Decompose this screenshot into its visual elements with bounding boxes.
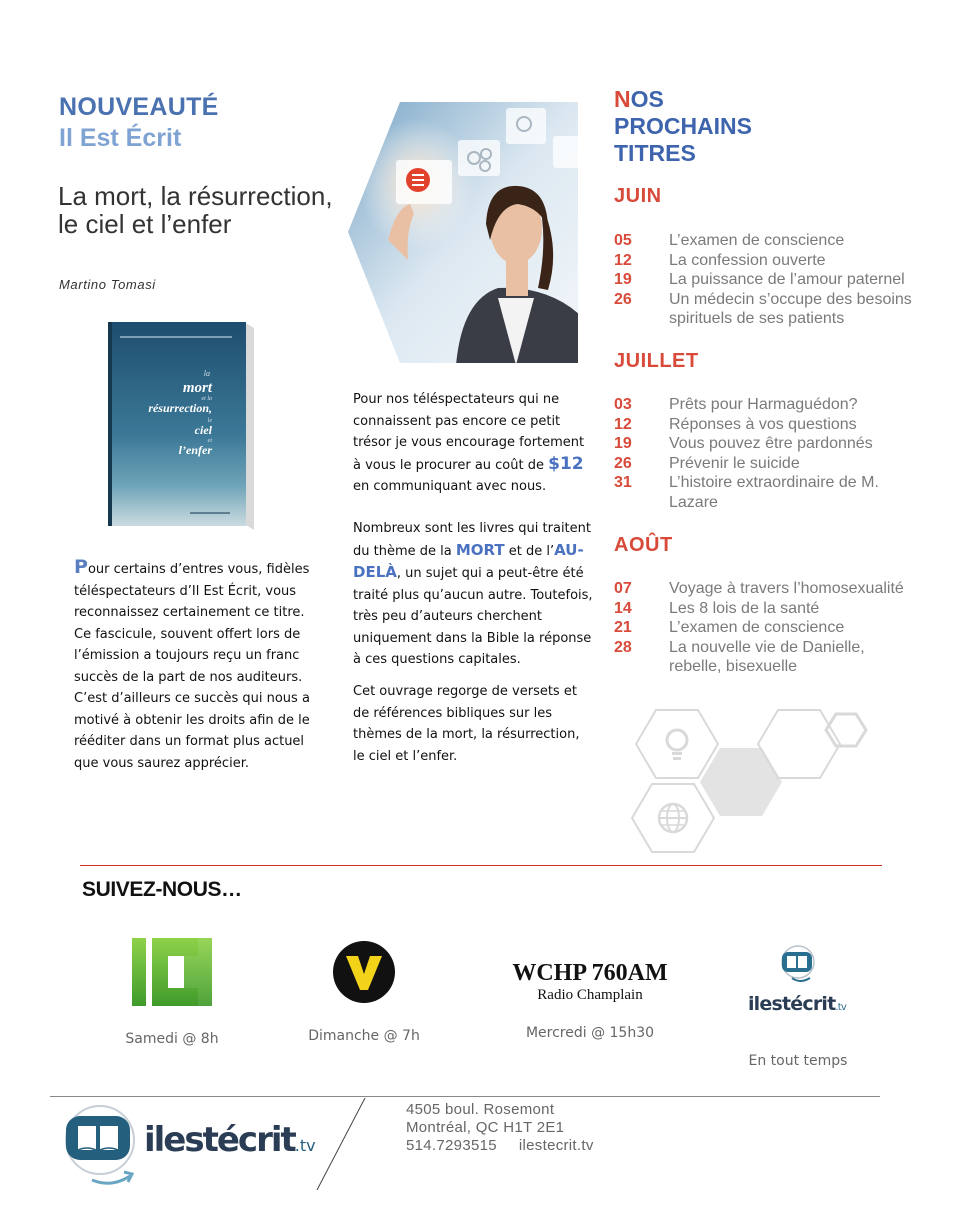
list-item: 26 Un médecin s’occupe des besoins spirituels de ses patients: [614, 290, 912, 327]
list-item: 05 L’examen de conscience: [614, 232, 845, 249]
list-item: 28 La nouvelle vie de Danielle, rebelle, bisexuelle: [614, 638, 865, 675]
follow-heading: SUIVEZ-NOUS…: [82, 878, 242, 901]
wchp-subtitle: Radio Champlain: [537, 987, 643, 1003]
footer-divider: [50, 1096, 880, 1097]
section-divider: [80, 865, 882, 866]
wchp-logo[interactable]: [500, 960, 680, 1004]
woman-touchscreen-photo: [348, 100, 580, 365]
iee-schedule: En tout temps: [748, 1053, 848, 1069]
theme-paragraph: Nombreux sont les livres qui traitent du thème de la MORT et de l’AU-DELÀ, un sujet qui a peut-être été traité plus qu’aucun autre. Toutefois, très peu d’auteurs cherchent uniquement dans la Bible la réponse à ces questions capitales.: [353, 521, 593, 667]
feature-series: Il Est Écrit: [59, 124, 182, 152]
cover-text-4: résurrection,: [148, 401, 212, 415]
ilestecrit-logo-footer[interactable]: ilestécrit.tv: [62, 1102, 312, 1192]
ici-logo[interactable]: [130, 936, 214, 1008]
cover-text-1: la: [203, 369, 210, 378]
phone-number: 514.7293515: [406, 1137, 497, 1154]
book-author: Martino Tomasi: [59, 277, 156, 292]
list-item: 21 L’examen de conscience: [614, 619, 845, 636]
ilestecrit-logo-small[interactable]: ilestécrit.tv: [742, 944, 852, 1015]
book-globe-icon: [62, 1102, 152, 1192]
june-list: [614, 231, 934, 329]
cover-text-6: ciel: [194, 423, 212, 437]
list-item: 07 Voyage à travers l’homosexualité: [614, 580, 904, 597]
cover-text-2: mort: [182, 380, 212, 396]
book-cover-image: [100, 318, 260, 534]
v-schedule: Dimanche @ 7h: [308, 1028, 420, 1044]
wchp-name: WCHP 760AM: [512, 960, 668, 986]
month-heading-june: JUIN: [614, 185, 662, 207]
footer-slash: [315, 1098, 367, 1190]
list-item: 19 La puissance de l’amour paternel: [614, 271, 905, 288]
book-globe-icon: [772, 944, 822, 986]
cover-text-3: et la: [201, 396, 212, 402]
price-value: $12: [548, 453, 584, 474]
list-item: 31 L’histoire extraordinaire de M. Lazare: [614, 474, 879, 511]
intro-dropcap: P: [74, 556, 88, 578]
lightbulb-icon: [667, 730, 687, 760]
cover-text-8: l’enfer: [178, 443, 212, 457]
list-item: 26 Prévenir le suicide: [614, 454, 800, 472]
july-list: [614, 395, 934, 512]
intro-paragraph: [74, 557, 310, 774]
list-item: 03 Prêts pour Harmaguédon?: [614, 396, 858, 413]
month-heading-august: AOÛT: [614, 534, 673, 556]
list-item: 14 Les 8 lois de la santé: [614, 599, 820, 617]
footer-address: [406, 1101, 594, 1155]
address-line-2: Montréal, QC H1T 2E1: [406, 1119, 565, 1136]
website-link[interactable]: ilestecrit.tv: [518, 1137, 594, 1154]
address-line-1: 4505 boul. Rosemont: [406, 1101, 555, 1118]
cover-text-5: le: [207, 418, 212, 424]
month-heading-july: JUILLET: [614, 350, 699, 372]
august-list: [614, 579, 934, 677]
ici-schedule: Samedi @ 8h: [125, 1031, 219, 1047]
feature-kicker: NOUVEAUTÉ: [59, 93, 219, 121]
v-network-logo[interactable]: [332, 940, 396, 1004]
globe-icon: [659, 804, 687, 832]
keyword-mort: MORT: [455, 540, 505, 559]
list-item: 12 La confession ouverte: [614, 251, 826, 269]
wchp-schedule: Mercredi @ 15h30: [525, 1025, 655, 1041]
intro-text: our certains d’entres vous, fidèles téléspectateurs d’Il Est Écrit, vous reconnaissez certainement ce titre. Ce fascicule, souvent offert lors de l’émission a toujours reçu un franc succès de la part de nos auditeurs. C’est d’ailleurs ce succès qui nous a motivé à obtenir les droits afin de le rééditer dans un format plus actuel que vous saurez apprécier.: [74, 562, 310, 771]
upcoming-title: NOS PROCHAINS TITRES: [614, 86, 753, 166]
list-item: 19 Vous pouvez être pardonnés: [614, 435, 873, 452]
content-paragraph: Cet ouvrage regorge de versets et de références bibliques sur les thèmes de la mort, la résurrection, le ciel et l’enfer.: [353, 684, 580, 764]
cover-text-7: et: [207, 438, 212, 444]
keyword-audela: AU-DELÀ: [353, 540, 584, 581]
book-title: La mort, la résurrection, le ciel et l’enfer: [58, 181, 333, 239]
list-item: 12 Réponses à vos questions: [614, 415, 857, 433]
price-paragraph: Pour nos téléspectateurs qui ne connaissent pas encore ce petit trésor je vous encourage fortement à vous le procurer au coût de $12 en communiquant avec nous.: [353, 392, 585, 494]
decorative-hexagons: [628, 700, 878, 856]
